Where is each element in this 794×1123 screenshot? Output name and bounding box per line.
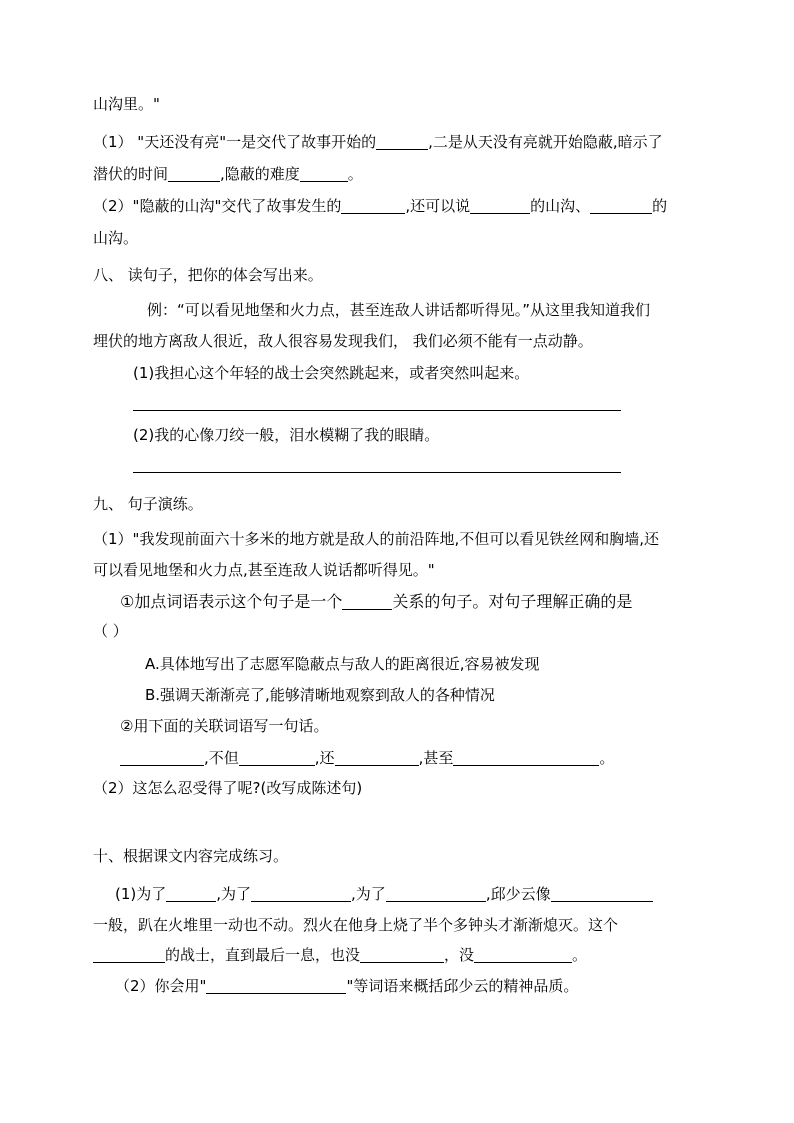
section-10-q1-line3: 的战士，直到最后一息，也没 ，没 。 (93, 945, 587, 965)
blank-answer[interactable] (93, 946, 165, 963)
blank-answer[interactable] (376, 133, 428, 150)
blank-answer[interactable] (206, 977, 346, 994)
blank-answer[interactable] (386, 885, 486, 902)
blank-answer[interactable] (590, 197, 652, 214)
section-8-question-2: (2)我的心像刀绞一般，泪水模糊了我的眼睛。 (133, 426, 440, 444)
blank-answer[interactable] (470, 197, 530, 214)
blank-answer[interactable] (474, 946, 572, 963)
conjunction-sentence-line: ,不但 ,还 ,甚至 。 (120, 748, 614, 768)
section-10-q2: （2）你会用" "等词语来概括邱少云的精神品质。 (115, 977, 579, 995)
blank-answer[interactable] (342, 593, 392, 610)
choice-parentheses[interactable]: （ ） (93, 622, 128, 640)
blank-answer[interactable] (300, 165, 348, 182)
section-8-example-line1: 例：“可以看见地堡和火力点，甚至连敌人讲话都听得见。”从这里我知道我们 (147, 301, 651, 319)
section-9-item2: ②用下面的关联词语写一句话。 (120, 717, 329, 735)
blank-answer[interactable] (341, 197, 405, 214)
blank-answer[interactable] (239, 749, 315, 766)
section-8-example-line2: 埋伏的地方离敌人很近，敌人很容易发现我们， 我们必须不能有一点动静。 (93, 332, 593, 350)
q7-1-line2: 潜伏的时间 ,隐蔽的难度 。 (93, 165, 363, 183)
blank-answer[interactable] (335, 749, 419, 766)
blank-answer[interactable] (168, 165, 220, 182)
q7-2-line1: （2）"隐蔽的山沟"交代了故事发生的 ,还可以说 的山沟、 的 (93, 197, 668, 215)
section-10-q1-line1: (1)为了 ,为了 ,为了 ,邱少云像 (115, 884, 653, 904)
answer-line[interactable] (133, 410, 621, 411)
blank-answer[interactable] (453, 749, 599, 766)
section-10-title: 十、根据课文内容完成练习。 (93, 847, 289, 865)
option-a[interactable]: A.具体地写出了志愿军隐蔽点与敌人的距离很近,容易被发现 (145, 655, 540, 673)
blank-answer[interactable] (251, 885, 351, 902)
q7-1-line1: （1） "天还没有亮"一是交代了故事开始的 ,二是从天没有亮就开始隐蔽,暗示了 (93, 133, 663, 151)
answer-line[interactable] (133, 472, 621, 473)
blank-answer[interactable] (166, 885, 216, 902)
blank-answer[interactable] (551, 885, 653, 902)
section-8-question-1: (1)我担心这个年轻的战士会突然跳起来，或者突然叫起来。 (133, 364, 530, 382)
q7-2-line2: 山沟。 (93, 229, 139, 247)
section-8-title: 八、 读句子，把你的体会写出来。 (93, 266, 323, 284)
blank-answer[interactable] (120, 749, 204, 766)
section-9-item1-line1: ①加点词语表示这个句子是一个 关系的句子。对句子理解正确的是 (120, 592, 633, 611)
section-9-q1-line2: 可以看见地堡和火力点,甚至连敌人说话都听得见。" (93, 561, 435, 579)
section-9-title: 九、 句子演练。 (93, 495, 203, 513)
option-b[interactable]: B.强调天渐渐亮了,能够清晰地观察到敌人的各种情况 (145, 686, 495, 704)
section-9-q1-line1: （1）"我发现前面六十多米的地方就是敌人的前沿阵地,不但可以看见铁丝网和胸墙,还 (93, 530, 659, 548)
section-10-q1-line2: 一般，趴在火堆里一动也不动。烈火在他身上烧了半个多钟头才渐渐熄灭。这个 (93, 916, 619, 934)
section-9-q2: （2）这怎么忍受得了呢?(改写成陈述句) (93, 779, 363, 797)
continued-quote-ending: 山沟里。" (93, 95, 160, 113)
blank-answer[interactable] (360, 946, 444, 963)
